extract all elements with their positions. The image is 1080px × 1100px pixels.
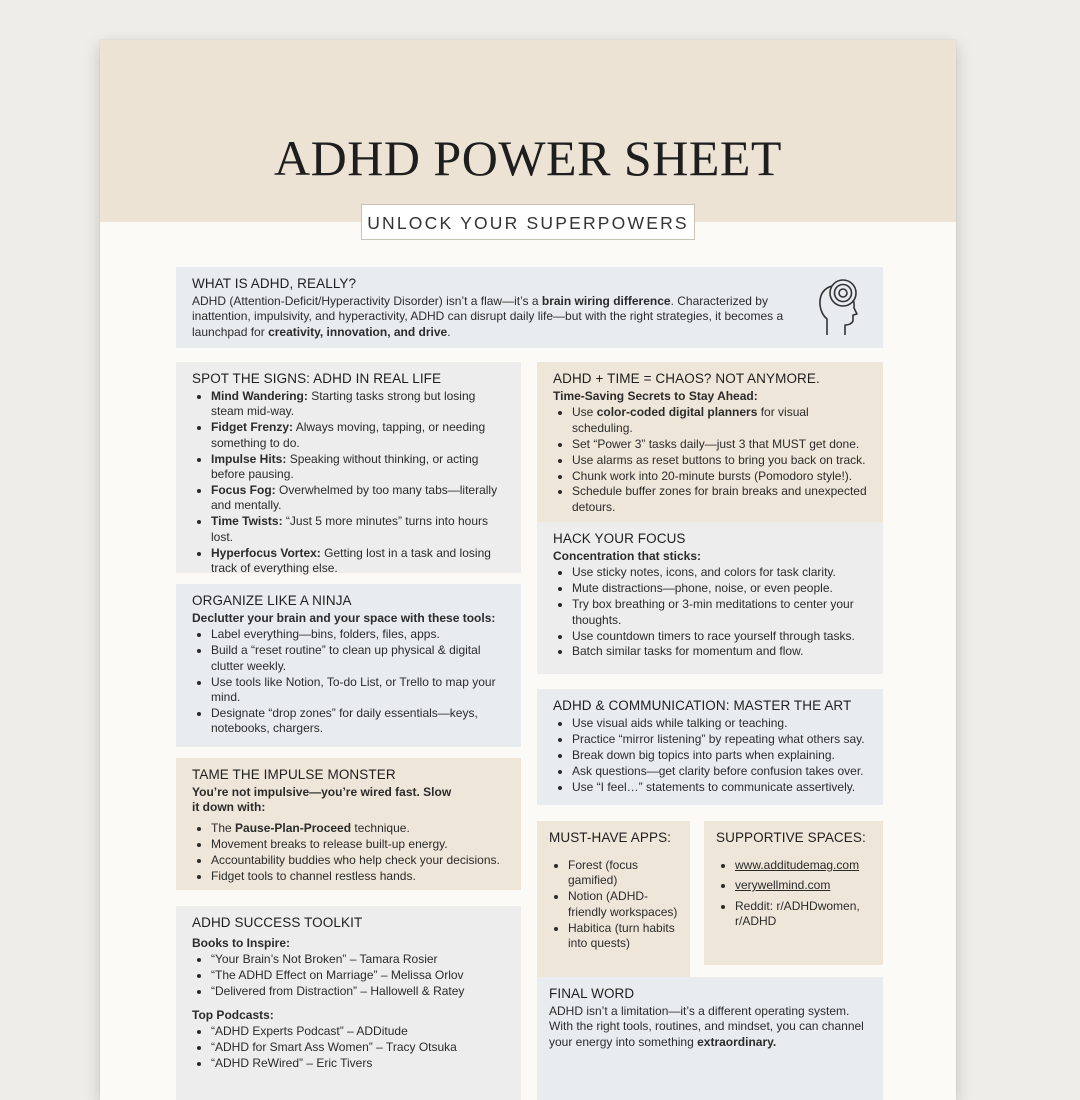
list-item: • “ADHD for Smart Ass Women” – Tracy Otsuka	[211, 1040, 505, 1055]
list-item: • Chunk work into 20-minute bursts (Pomodoro style!).	[572, 469, 867, 484]
section-subheading: You’re not impulsive—you’re wired fast. Slow it down with:	[192, 785, 452, 815]
list-item: • “Delivered from Distraction” – Hallowell & Ratey	[211, 984, 505, 999]
list-item: • Impulse Hits: Speaking without thinking, or acting before pausing.	[211, 452, 505, 483]
list-item: • “Your Brain’s Not Broken” – Tamara Rosier	[211, 952, 505, 967]
list-item: • Fidget Frenzy: Always moving, tapping, or needing something to do.	[211, 420, 505, 451]
list-item: • Mind Wandering: Starting tasks strong but losing steam mid-way.	[211, 389, 505, 420]
final-word-text: ADHD isn’t a limitation—it’s a different operating system. With the right tools, routines, and mindset, you can channel your energy into something extraordinary.	[549, 1004, 864, 1049]
power-sheet-page	[100, 40, 956, 1100]
final-word-section	[537, 977, 883, 1100]
focus-list	[553, 565, 867, 659]
list-item: • Try box breathing or 3-min meditations to center your thoughts.	[572, 597, 867, 628]
section-heading: MUST-HAVE APPS:	[549, 830, 672, 845]
verywellmind-link[interactable]: verywellmind.com	[735, 878, 831, 893]
list-item: • Ask questions—get clarity before confusion takes over.	[572, 764, 867, 779]
spot-the-signs-section	[176, 362, 521, 573]
spaces-section	[704, 821, 883, 965]
time-section	[537, 362, 883, 549]
list-item: • Time Twists: “Just 5 more minutes” turns into hours lost.	[211, 514, 505, 545]
list-item: • Set “Power 3” tasks daily—just 3 that MUST get done.	[572, 437, 867, 452]
list-item	[735, 878, 873, 893]
section-subheading: Declutter your brain and your space with these tools:	[192, 611, 496, 625]
time-list	[553, 405, 867, 515]
list-item	[735, 858, 873, 873]
list-item: • Break down big topics into parts when explaining.	[572, 748, 867, 763]
list-item: • Movement breaks to release built-up energy.	[211, 837, 505, 852]
head-target-icon	[815, 275, 867, 339]
additude-link[interactable]: www.additudemag.com	[735, 858, 860, 872]
section-heading: SUPPORTIVE SPACES:	[716, 830, 866, 845]
list-item: • Designate “drop zones” for daily essentials—keys, notebooks, chargers.	[211, 706, 505, 737]
impulse-section	[176, 758, 521, 890]
list-item: • Focus Fog: Overwhelmed by too many tabs—literally and mentally.	[211, 483, 505, 514]
list-item: • Label everything—bins, folders, files, apps.	[211, 627, 505, 642]
section-heading: HACK YOUR FOCUS	[553, 531, 686, 546]
list-item: • Hyperfocus Vortex: Getting lost in a task and losing track of everything else.	[211, 546, 505, 577]
podcasts-list	[192, 1024, 505, 1071]
list-item: • Use color-coded digital planners for visual scheduling.	[572, 405, 867, 436]
signs-list	[192, 389, 505, 576]
list-item: • Use alarms as reset buttons to bring you back on track.	[572, 453, 867, 468]
section-heading: ADHD + TIME = CHAOS? NOT ANYMORE.	[553, 371, 820, 386]
list-item: • Forest (focus gamified)	[568, 858, 680, 889]
section-subheading: Time-Saving Secrets to Stay Ahead:	[553, 389, 758, 403]
list-item: • “ADHD Experts Podcast” – ADDitude	[211, 1024, 505, 1039]
list-item: • Use “I feel…” statements to communicate assertively.	[572, 780, 867, 795]
list-item: • Use countdown timers to race yourself through tasks.	[572, 629, 867, 644]
list-item: • Batch similar tasks for momentum and flow.	[572, 644, 867, 659]
what-is-adhd-section	[176, 267, 883, 348]
books-list	[192, 952, 505, 999]
impulse-list	[192, 821, 505, 884]
section-heading: ADHD & COMMUNICATION: MASTER THE ART	[553, 698, 852, 713]
section-heading: TAME THE IMPULSE MONSTER	[192, 767, 396, 782]
list-item: • “ADHD ReWired” – Eric Tivers	[211, 1056, 505, 1071]
communication-section	[537, 689, 883, 805]
podcasts-label: Top Podcasts:	[192, 1007, 274, 1022]
list-item: • Schedule buffer zones for brain breaks and unexpected detours.	[572, 484, 867, 515]
page-subtitle: UNLOCK YOUR SUPERPOWERS	[361, 204, 695, 240]
spaces-list	[716, 858, 873, 930]
list-item: • Notion (ADHD-friendly workspaces)	[568, 889, 680, 920]
page-title: ADHD POWER SHEET	[274, 130, 782, 186]
list-item: • Build a “reset routine” to clean up physical & digital clutter weekly.	[211, 643, 505, 674]
organize-list	[192, 627, 505, 736]
communication-list	[553, 716, 867, 795]
toolkit-section	[176, 906, 521, 1100]
focus-section	[537, 522, 883, 674]
list-item: • Mute distractions—phone, noise, or even people.	[572, 581, 867, 596]
list-item: • Reddit: r/ADHDwomen, r/ADHD	[735, 899, 873, 930]
section-heading: SPOT THE SIGNS: ADHD IN REAL LIFE	[192, 371, 442, 386]
section-heading: ORGANIZE LIKE A NINJA	[192, 593, 352, 608]
list-item: • The Pause-Plan-Proceed technique.	[211, 821, 505, 836]
books-label: Books to Inspire:	[192, 936, 291, 950]
section-heading: WHAT IS ADHD, REALLY?	[192, 276, 357, 291]
apps-list	[549, 858, 680, 951]
section-heading: FINAL WORD	[549, 986, 635, 1001]
list-item: • Habitica (turn habits into quests)	[568, 921, 680, 952]
list-item: • “The ADHD Effect on Marriage” – Melissa Orlov	[211, 968, 505, 983]
list-item: • Use visual aids while talking or teaching.	[572, 716, 867, 731]
list-item: • Use sticky notes, icons, and colors for task clarity.	[572, 565, 867, 580]
organize-section	[176, 584, 521, 747]
list-item: • Practice “mirror listening” by repeating what others say.	[572, 732, 867, 747]
section-subheading: Concentration that sticks:	[553, 549, 702, 563]
list-item: • Fidget tools to channel restless hands.	[211, 869, 505, 884]
section-heading: ADHD SUCCESS TOOLKIT	[192, 915, 363, 930]
list-item: • Use tools like Notion, To-do List, or Trello to map your mind.	[211, 675, 505, 706]
what-is-adhd-text: ADHD (Attention-Deficit/Hyperactivity Disorder) isn’t a flaw—it’s a brain wiring difference. Characterized by inattention, impulsivity, and hyperactivity, ADHD can disrupt daily life—but with the right strategies, it becomes a launchpad for creativity, innovation, and drive.	[192, 294, 784, 339]
list-item: • Accountability buddies who help check your decisions.	[211, 853, 505, 868]
